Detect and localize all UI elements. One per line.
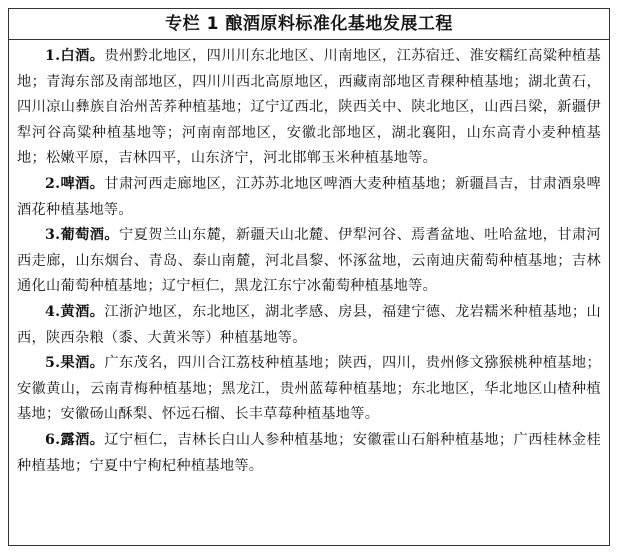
section-baijiu bbox=[17, 44, 601, 172]
section-putaojiu bbox=[17, 223, 601, 300]
section-lujiu bbox=[17, 428, 601, 479]
section-text: 辽宁桓仁，吉林长白山人参种植基地；安徽霍山石斛种植基地；广西桂林金桂种植基地；宁夏中宁枸杞种植基地等。 bbox=[17, 431, 602, 474]
section-text: 贵州黔北地区，四川川东北地区、川南地区，江苏宿迁、淮安糯红高粱种植基地；青海东部及南部地区，四川川西北高原地区，西藏南部地区青稞种植基地；湖北黄石，四川凉山彝族自治州苦荞种植基地；辽宁辽西北，陕西关中、陕北地区，山西吕梁，新疆伊犁河谷高粱种植基地等；河南南部地区，安徽北部地区，湖北襄阳，山东高青小麦种植基地；松嫩平原，吉林四平，山东济宁，河北邯郸玉米种植基地等。 bbox=[17, 48, 602, 167]
column-box bbox=[8, 8, 610, 546]
section-label: 4.黄酒。 bbox=[45, 303, 105, 320]
section-huangjiu bbox=[17, 300, 601, 351]
column-title: 专栏 1 酿酒原料标准化基地发展工程 bbox=[9, 9, 609, 40]
column-content bbox=[9, 40, 609, 479]
section-text: 广东茂名，四川合江荔枝种植基地；陕西，四川，贵州修文猕猴桃种植基地；安徽黄山，云南青梅种植基地；黑龙江，贵州蓝莓种植基地；东北地区，华北地区山楂种植基地；安徽砀山酥梨、怀远石榴、长丰草莓种植基地等。 bbox=[17, 355, 602, 423]
section-label: 2.啤酒。 bbox=[45, 175, 105, 192]
section-text: 宁夏贺兰山东麓，新疆天山北麓、伊犁河谷、焉耆盆地、吐哈盆地，甘肃河西走廊，山东烟台、青岛、泰山南麓，河北昌黎、怀涿盆地，云南迪庆葡萄种植基地；吉林通化山葡萄种植基地；辽宁桓仁，黑龙江东宁冰葡萄种植基地等。 bbox=[17, 227, 601, 295]
section-guojiu bbox=[17, 351, 601, 428]
section-label: 6.露酒。 bbox=[45, 431, 105, 448]
section-pijiu bbox=[17, 172, 601, 223]
section-text: 甘肃河西走廊地区，江苏苏北地区啤酒大麦种植基地；新疆昌吉，甘肃酒泉啤酒花种植基地等。 bbox=[17, 175, 602, 218]
section-label: 3.葡萄酒。 bbox=[45, 227, 119, 244]
section-label: 5.果酒。 bbox=[45, 355, 105, 372]
section-text: 江浙沪地区，东北地区，湖北孝感、房县，福建宁德、龙岩糯米种植基地；山西，陕西杂粮（黍、大黄米等）种植基地等。 bbox=[17, 303, 602, 346]
section-label: 1.白酒。 bbox=[45, 48, 105, 64]
